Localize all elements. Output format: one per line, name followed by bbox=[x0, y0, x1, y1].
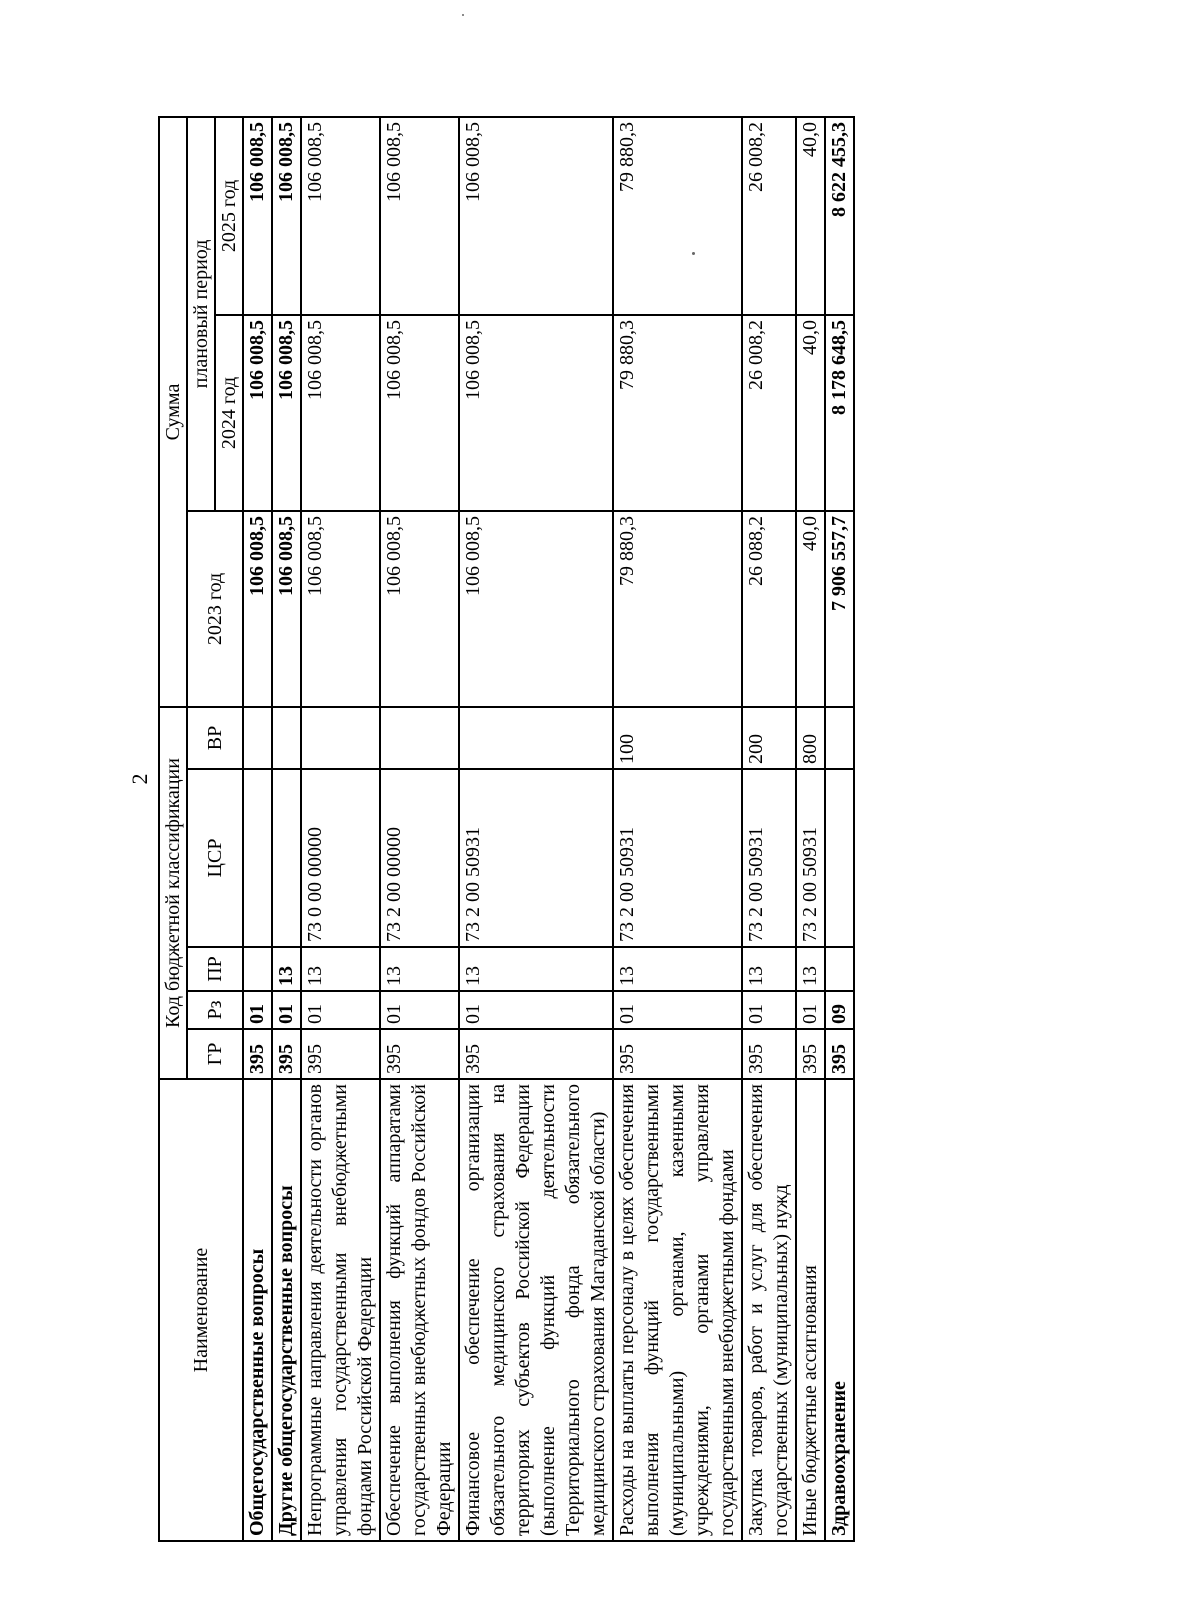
row-gr: 395 bbox=[825, 1029, 854, 1079]
row-2023: 7 906 557,7 bbox=[825, 511, 854, 707]
row-gr: 395 bbox=[796, 1029, 825, 1079]
table-row bbox=[796, 117, 825, 1541]
row-2023: 106 008,5 bbox=[272, 511, 301, 707]
row-2025: 106 008,5 bbox=[380, 117, 459, 315]
row-pr: 13 bbox=[301, 947, 380, 991]
header-rz: Рз bbox=[187, 991, 243, 1029]
table-row bbox=[613, 117, 742, 1541]
row-vr bbox=[380, 707, 459, 769]
row-2024: 106 008,5 bbox=[243, 315, 272, 511]
row-2025: 8 622 455,3 bbox=[825, 117, 854, 315]
row-rz: 01 bbox=[380, 991, 459, 1029]
header-2025: 2025 год bbox=[215, 117, 243, 315]
row-name: Финансовое обеспечение организации обязательного медицинского страхования на территориях субъектов Российской Федерации (выполнение функций деятельности Территориального фонда обязательного медицинского страхования Магаданской области) bbox=[459, 1079, 613, 1541]
row-csr: 73 0 00 00000 bbox=[301, 769, 380, 947]
row-2024: 8 178 648,5 bbox=[825, 315, 854, 511]
row-2025: 106 008,5 bbox=[301, 117, 380, 315]
page-number: 2 bbox=[127, 773, 152, 785]
row-csr: 73 2 00 00000 bbox=[380, 769, 459, 947]
header-sum-group: Сумма bbox=[159, 117, 187, 707]
row-2023: 106 008,5 bbox=[380, 511, 459, 707]
row-rz: 01 bbox=[459, 991, 613, 1029]
row-vr bbox=[243, 707, 272, 769]
row-vr bbox=[301, 707, 380, 769]
header-pr: ПР bbox=[187, 947, 243, 991]
row-gr: 395 bbox=[272, 1029, 301, 1079]
row-vr: 200 bbox=[742, 707, 796, 769]
row-2023: 106 008,5 bbox=[459, 511, 613, 707]
row-gr: 395 bbox=[459, 1029, 613, 1079]
row-csr bbox=[243, 769, 272, 947]
table-row bbox=[380, 117, 459, 1541]
header-2023: 2023 год bbox=[187, 511, 243, 707]
row-gr: 395 bbox=[742, 1029, 796, 1079]
row-name: Непрограммные направления деятельности органов управления государственными внебюджетными фондами Российской Федерации bbox=[301, 1079, 380, 1541]
row-rz: 01 bbox=[742, 991, 796, 1029]
row-name: Расходы на выплаты персоналу в целях обеспечения выполнения функций государственными (муниципальными) органами, казенными учреждениями, органами управления государственными внебюджетными фондами bbox=[613, 1079, 742, 1541]
row-2025: 26 008,2 bbox=[742, 117, 796, 315]
row-2024: 26 008,2 bbox=[742, 315, 796, 511]
row-gr: 395 bbox=[301, 1029, 380, 1079]
row-pr: 13 bbox=[459, 947, 613, 991]
row-pr bbox=[243, 947, 272, 991]
table-row bbox=[301, 117, 380, 1541]
row-vr bbox=[825, 707, 854, 769]
row-2023: 26 088,2 bbox=[742, 511, 796, 707]
row-csr bbox=[825, 769, 854, 947]
row-2024: 106 008,5 bbox=[301, 315, 380, 511]
row-2025: 106 008,5 bbox=[243, 117, 272, 315]
row-2024: 106 008,5 bbox=[380, 315, 459, 511]
table-row bbox=[459, 117, 613, 1541]
row-rz: 01 bbox=[301, 991, 380, 1029]
table-row bbox=[825, 117, 854, 1541]
row-2025: 106 008,5 bbox=[272, 117, 301, 315]
row-2025: 79 880,3 bbox=[613, 117, 742, 315]
header-2024: 2024 год bbox=[215, 315, 243, 511]
header-name: Наименование bbox=[159, 1079, 243, 1541]
row-name: Закупка товаров, работ и услуг для обеспечения государственных (муниципальных) нужд bbox=[742, 1079, 796, 1541]
row-2024: 106 008,5 bbox=[272, 315, 301, 511]
budget-table bbox=[158, 116, 855, 1542]
row-rz: 01 bbox=[272, 991, 301, 1029]
row-2023: 106 008,5 bbox=[243, 511, 272, 707]
row-pr: 13 bbox=[380, 947, 459, 991]
row-vr: 100 bbox=[613, 707, 742, 769]
row-csr bbox=[272, 769, 301, 947]
row-pr: 13 bbox=[613, 947, 742, 991]
row-rz: 01 bbox=[613, 991, 742, 1029]
row-name: Общегосударственные вопросы bbox=[243, 1079, 272, 1541]
header-vr: ВР bbox=[187, 707, 243, 769]
scan-speck bbox=[462, 14, 464, 16]
row-vr: 800 bbox=[796, 707, 825, 769]
row-name: Другие общегосударственные вопросы bbox=[272, 1079, 301, 1541]
row-gr: 395 bbox=[243, 1029, 272, 1079]
row-pr: 13 bbox=[742, 947, 796, 991]
row-gr: 395 bbox=[380, 1029, 459, 1079]
row-rz: 01 bbox=[243, 991, 272, 1029]
row-vr bbox=[459, 707, 613, 769]
row-csr: 73 2 00 50931 bbox=[742, 769, 796, 947]
row-pr: 13 bbox=[796, 947, 825, 991]
header-code-group: Код бюджетной классификации bbox=[159, 707, 187, 1079]
table-row bbox=[243, 117, 272, 1541]
row-2023: 106 008,5 bbox=[301, 511, 380, 707]
row-2023: 40,0 bbox=[796, 511, 825, 707]
row-2024: 79 880,3 bbox=[613, 315, 742, 511]
table-row bbox=[272, 117, 301, 1541]
row-2024: 40,0 bbox=[796, 315, 825, 511]
row-2025: 106 008,5 bbox=[459, 117, 613, 315]
row-gr: 395 bbox=[613, 1029, 742, 1079]
row-name: Иные бюджетные ассигнования bbox=[796, 1079, 825, 1541]
row-2024: 106 008,5 bbox=[459, 315, 613, 511]
rotated-page-content bbox=[158, 116, 855, 1542]
row-csr: 73 2 00 50931 bbox=[796, 769, 825, 947]
header-csr: ЦСР bbox=[187, 769, 243, 947]
row-rz: 01 bbox=[796, 991, 825, 1029]
row-rz: 09 bbox=[825, 991, 854, 1029]
table-row bbox=[742, 117, 796, 1541]
row-pr bbox=[825, 947, 854, 991]
row-name: Обеспечение выполнения функций аппаратами государственных внебюджетных фондов Российской Федерации bbox=[380, 1079, 459, 1541]
row-name: Здравоохранение bbox=[825, 1079, 854, 1541]
row-vr bbox=[272, 707, 301, 769]
row-2023: 79 880,3 bbox=[613, 511, 742, 707]
header-gr: ГР bbox=[187, 1029, 243, 1079]
row-pr: 13 bbox=[272, 947, 301, 991]
row-csr: 73 2 00 50931 bbox=[459, 769, 613, 947]
row-csr: 73 2 00 50931 bbox=[613, 769, 742, 947]
header-planned-period: плановый период bbox=[187, 117, 215, 511]
row-2025: 40,0 bbox=[796, 117, 825, 315]
